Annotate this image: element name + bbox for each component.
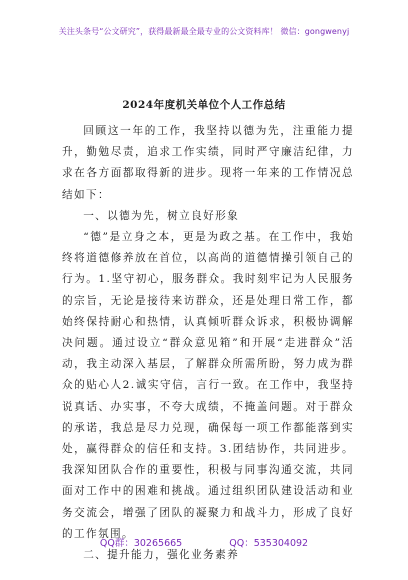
section-paragraph-1: “德”是立身之本，更是为政之基。在工作中，我始终将道德修养放在首位，以高尚的道德情操引领自己的行为。1.坚守初心，服务群众。我时刻牢记为人民服务的宗旨，无论是接待来访群众，还是处理日常工作，都始终保持耐心和热情，认真倾听群众诉求，积极协调解决问题。通过设立“群众意见箱”和开展“走进群众”活动，我主动深入基层，了解群众所需所盼，努力成为群众的贴心人2.诚实守信，言行一致。在工作中，我坚持说真话、办实事，不夸大成绩，不掩盖问题。对于群众的承诺，我总是尽力兑现，确保每一项工作都能落到实处，赢得群众的信任和支持。3.团结协作，共同进步。我深知团队合作的重要性，积极与同事沟通交流，共同面对工作中的困难和挑战。通过组织团队建设活动和业务交流会，增强了团队的凝聚力和战斗力，形成了良好的工作氛围。 [62, 231, 354, 540]
document-body [62, 121, 354, 566]
footer-qq-group: QQ群：30265665 [99, 538, 183, 549]
section-heading-1: 一、以德为先，树立良好形象 [83, 209, 240, 222]
section-heading-2: 二、提升能力，强化业务素养 [83, 549, 240, 562]
document-title: 2024年度机关单位个人工作总结 [122, 99, 286, 111]
intro-paragraph: 回顾这一年的工作，我坚持以德为先，注重能力提升，勤勉尽责，追求工作实绩，同时严守廉洁纪律，力求在各方面都取得新的进步。现将一年来的工作情况总结如下： [62, 125, 354, 201]
footer-qq: QQ：535304092 [229, 538, 309, 549]
footer-note [0, 535, 408, 549]
header-note: 关注头条号“公文研究”，获得最新最全最专业的公文资料库！ 微信：gongwenyj [58, 27, 350, 36]
